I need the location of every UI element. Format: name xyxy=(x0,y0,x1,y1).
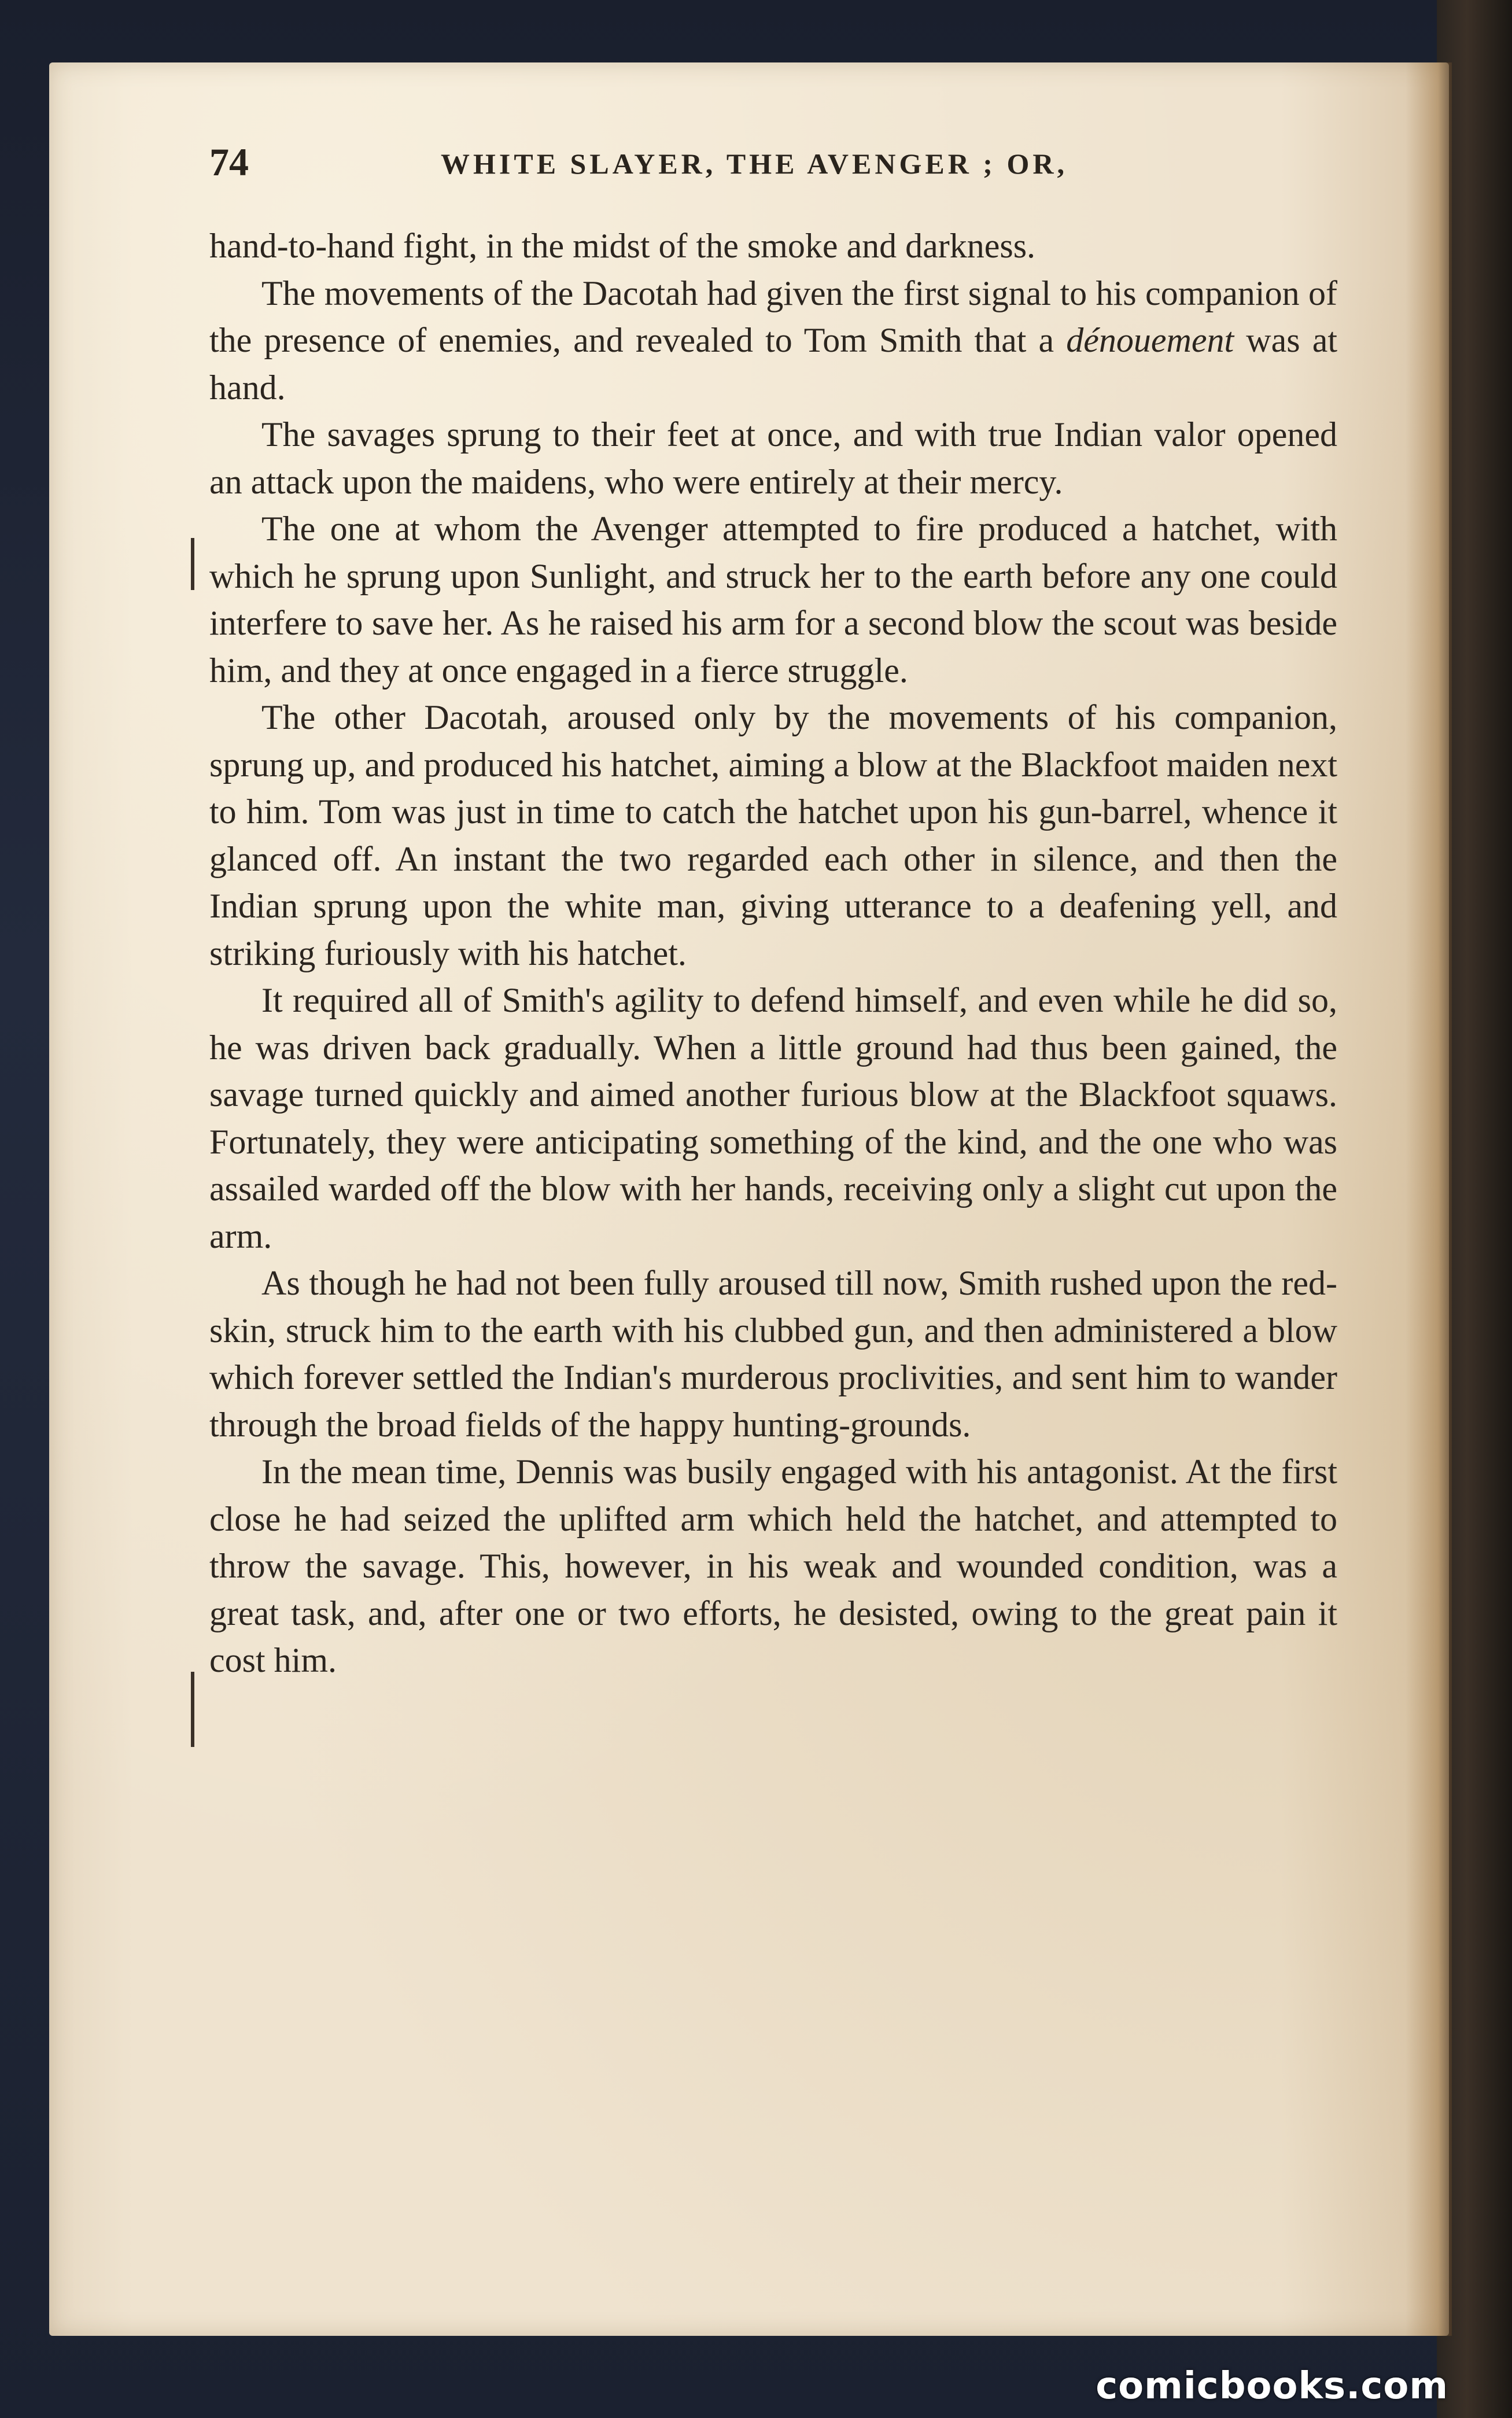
margin-mark-upper xyxy=(191,538,194,590)
paragraph-text: As though he had not been fully aroused till now, Smith rushed upon the red-skin, struck him to the earth with his clubbed gun, and then administered a blow which forever settled the Indian's murderous proclivities, and sent him to wander through the broad fields of the happy hunting-grounds. xyxy=(209,1264,1337,1444)
watermark: comicbooks.com xyxy=(1096,2365,1448,2408)
paragraph-text: The savages sprung to their feet at once, and with true Indian valor opened an attack upon the maidens, who were entirely at their mercy. xyxy=(209,415,1337,501)
running-head xyxy=(209,136,1360,188)
paragraph-text: In the mean time, Dennis was busily engaged with his antagonist. At the first close he had seized the uplifted arm which held the hatchet, and attempted to throw the savage. This, however, in his weak and wounded condition, was a great task, and, after one or two efforts, he desisted, owing to the great pain it cost him. xyxy=(209,1453,1337,1679)
paragraph-text: The one at whom the Avenger attempted to fire produced a hatchet, with which he sprung upon Sunlight, and struck her to the earth before any one could interfere to save her. As he raised his arm for a second blow the scout was beside him, and they at once engaged in a fierce struggle. xyxy=(209,510,1337,690)
italic-text: dénouement xyxy=(1066,321,1234,359)
paragraph xyxy=(209,977,1337,1260)
paragraph-text: The other Dacotah, aroused only by the movements of his companion, sprung up, and produced his hatchet, aiming a blow at the Blackfoot maiden next to him. Tom was just in time to catch the hatchet upon his gun-barrel, whence it glanced off. An instant the two regarded each other in silence, and then the Indian sprung upon the white man, giving utterance to a deafening yell, and striking furiously with his hatchet. xyxy=(209,698,1337,972)
running-title: WHITE SLAYER, THE AVENGER ; OR, xyxy=(441,148,1068,180)
margin-mark-lower xyxy=(191,1672,194,1747)
paragraph xyxy=(209,411,1337,506)
body-text xyxy=(209,223,1337,1685)
paragraph xyxy=(209,1448,1337,1685)
paragraph xyxy=(209,270,1337,412)
paragraph xyxy=(209,1260,1337,1448)
page-number: 74 xyxy=(209,140,249,184)
page-gutter-shadow xyxy=(1406,62,1452,2336)
paragraph-text: The movements of the Dacotah had given the first signal to his companion of the presence of enemies, and revealed to Tom Smith that a xyxy=(209,274,1337,359)
paragraph-text: It required all of Smith's agility to defend himself, and even while he did so, he was driven back gradually. When a little ground had thus been gained, the savage turned quickly and aimed another furious blow at the Blackfoot squaws. Fortunately, they were anticipating something of the kind, and the one who was assailed warded off the blow with her hands, receiving only a slight cut upon the arm. xyxy=(209,981,1337,1255)
paragraph-text: hand-to-hand fight, in the midst of the smoke and darkness. xyxy=(209,227,1036,265)
paragraph xyxy=(209,223,1337,270)
paragraph-text: was at hand. xyxy=(209,321,1337,407)
paragraph xyxy=(209,694,1337,977)
paragraph xyxy=(209,506,1337,694)
